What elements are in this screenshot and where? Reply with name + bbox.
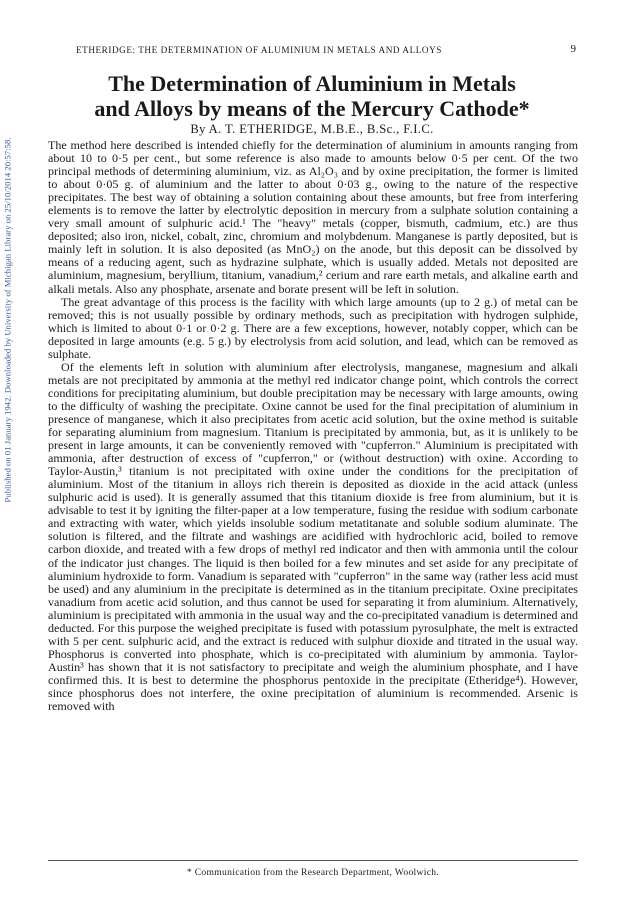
running-head [76,45,576,55]
footnote: * Communication from the Research Department, Woolwich. [186,867,440,878]
article-body [48,139,578,713]
article-title-line2: and Alloys by means of the Mercury Cathode* [94,96,530,121]
footnote-divider [48,860,578,861]
download-watermark [0,60,16,580]
paragraph: The method here described is intended chiefly for the determination of aluminium in amounts ranging from about 10 to 0·5 per cent., but some reference is also made to amounts below 0·5 per cent. Of the two principal methods of determining aluminium, viz. as Al₂O₃ and by oxine precipitation, the former is limited to about 0·05 g. of aluminium and the latter to about 0·03 g., owing to the nature of the respective precipitates. The best way of obtaining a solution containing about these amounts, but free from interfering elements is to remove the latter by electrolytic deposition in mercury from a sulphate solution containing a very small amount of sulphuric acid.¹ The "heavy" metals (copper, bismuth, cadmium, etc.) are thus deposited; also iron, nickel, cobalt, zinc, chromium and molybdenum. Manganese is partly deposited, but is mainly left in solution. It is also deposited (as MnO₂) on the anode, but this deposit can be dissolved by means of a reducing agent, such as hydrazine sulphate, which is usually added. Metals not deposited are aluminium, magnesium, beryllium, titanium, vanadium,² cerium and rare earth metals, and alkaline earth and alkali metals. Also any phosphate, arsenate and borate present will be left in solution. [48,138,578,296]
running-head-title: ETHERIDGE: THE DETERMINATION OF ALUMINIUM IN METALS AND ALLOYS [76,45,442,55]
download-watermark-text: Published on 01 January 1942. Downloaded by University of Michigan Library on 25/10/2014 20:57:58. [3,137,14,503]
paragraph: Of the elements left in solution with aluminium after electrolysis, manganese, magnesium and alkali metals are not precipitated by ammonia at the methyl red indicator change point, which controls the correct conditions for precipitating aluminium, but double precipitation may be necessary with large amounts, owing to the difficulty of washing the precipitate. Oxine cannot be used for the final precipitation of aluminium in presence of manganese, which it also precipitates from acetic acid solution, but the oxine method is suitable for separating aluminium from magnesium. Titanium is precipitated by ammonia, but, as it is unlikely to be present in large amounts, it can be conveniently removed with "cupferron." Aluminium is precipitated with ammonia, after destruction of excess of "cupferron," or (without destruction) with oxine. According to Taylor-Austin,³ titanium is not precipitated with oxine under the conditions for the precipitation of aluminium. Most of the titanium in alloys rich therein is deposited as dioxide in the acid attack (unless sulphuric acid is used). It is generally assumed that this titanium dioxide is free from aluminium, but it is advisable to test it by igniting the filter-paper at a low temperature, fusing the residue with sodium carbonate and extracting with water, which yields insoluble sodium metatitanate and soluble sodium aluminate. The solution is filtered, and the filtrate and washings are acidified with hydrochloric acid, boiled to remove carbon dioxide, and treated with a few drops of methyl red indicator and then with ammonia until the colour of the indicator just changes. The liquid is then boiled for a few minutes and set aside for any precipitate of aluminium hydroxide to form. Vanadium is separated with "cupferron" in the same way (rather less acid must be used) and any aluminium in the precipitate is determined as in the titanium precipitate. Oxine precipitates vanadium from acetic acid solution, and thus cannot be used for separating it from aluminium. Alternatively, aluminium is precipitated with ammonia in the usual way and the co-precipitated vanadium is determined and deducted. For this purpose the weighed precipitate is fused with potassium pyrosulphate, the melt is extracted with 5 per cent. sulphuric acid, and the extract is reduced with sulphur dioxide and titrated in the usual way. Phosphorus is converted into phosphate, which is co-precipitated with aluminium by ammonia. Taylor-Austin³ has shown that it is not satisfactory to precipitate and weigh the aluminium phosphate, and I have confirmed this. It is best to determine the phosphorus pentoxide in the precipitate (Etheridge⁴). However, since phosphorus does not interfere, the oxine precipitation of aluminium is recommended. Arsenic is removed with [48,359,578,714]
paragraph: The great advantage of this process is the facility with which large amounts (up to 2 g.) of metal can be removed; this is not usually possible by ordinary methods, such as precipitation with hydrogen sulphide, which is limited to about 0·1 or 0·2 g. There are a few exceptions, however, notably copper, which can be deposited in large amounts (e.g. 5 g.) by electrolysis from acid solution, and lead, which can be removed as sulphate. [48,294,578,361]
page-number: 9 [570,43,576,55]
article-title [46,71,578,121]
author-byline: By A. T. ETHERIDGE, M.B.E., B.Sc., F.I.C. [190,122,434,136]
article-title-line1: The Determination of Aluminium in Metals [108,71,516,96]
